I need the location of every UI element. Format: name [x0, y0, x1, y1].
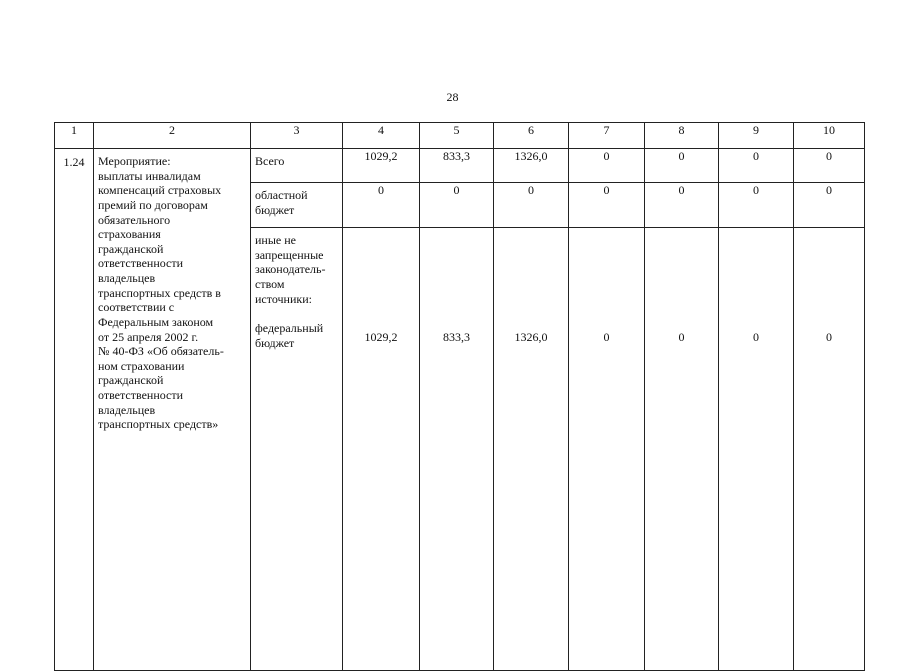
source-label-line: Всего	[255, 154, 285, 168]
value-cell: 0	[569, 228, 645, 671]
description-line: соответствии с	[98, 300, 175, 315]
value-cell: 1326,0	[494, 149, 569, 183]
description-line: ном страховании	[98, 358, 185, 373]
row-code: 1.24	[55, 149, 94, 671]
value-cell: 1326,0	[494, 228, 569, 671]
value-cell: 0	[645, 149, 719, 183]
value-cell: 833,3	[420, 228, 494, 671]
source-label-other	[251, 228, 343, 671]
value-cell: 1029,2	[343, 228, 420, 671]
description-line: ответственности	[98, 388, 184, 402]
value-cell: 0	[645, 228, 719, 671]
description-line: ответственности	[98, 256, 184, 271]
value-cell: 0	[569, 149, 645, 183]
funding-table	[54, 122, 865, 671]
source-label-line: бюджет	[255, 202, 295, 217]
description-line: владельцев	[98, 402, 156, 417]
description-line: от 25 апреля 2002 г.	[98, 329, 199, 344]
source-label-line: ством	[255, 276, 285, 291]
source-label-total	[251, 149, 343, 183]
description-line: премий по договорам	[98, 197, 208, 212]
header-cell: 8	[645, 123, 719, 149]
value-cell: 0	[719, 228, 794, 671]
description-line: транспортных средств в	[98, 285, 221, 300]
header-row	[55, 123, 865, 149]
value-cell: 0	[719, 149, 794, 183]
description-line: компенсаций страховых	[98, 183, 222, 198]
description-line: Федеральным законом	[98, 314, 214, 329]
source-label-line: запрещенные	[255, 247, 324, 262]
source-label-line: бюджет	[255, 335, 295, 350]
page-number: 28	[446, 90, 459, 104]
value-cell: 833,3	[420, 149, 494, 183]
value-cell: 0	[794, 149, 865, 183]
header-cell: 6	[494, 123, 569, 149]
description-line: транспортных средств»	[98, 417, 219, 432]
value-cell: 1029,2	[343, 149, 420, 183]
value-cell: 0	[343, 183, 420, 228]
value-cell: 0	[645, 183, 719, 228]
row-description	[94, 149, 251, 671]
value-cell: 0	[420, 183, 494, 228]
table-row	[55, 149, 865, 183]
value-cell: 0	[794, 228, 865, 671]
source-label-regional	[251, 183, 343, 228]
source-label-line: областной	[255, 188, 308, 202]
source-label-line: иные не	[255, 233, 296, 247]
description-line: обязательного	[98, 212, 171, 227]
header-cell: 3	[251, 123, 343, 149]
source-label-line: законодатель-	[255, 262, 326, 277]
header-cell: 4	[343, 123, 420, 149]
header-cell: 10	[794, 123, 865, 149]
value-cell: 0	[719, 183, 794, 228]
description-line: гражданской	[98, 373, 164, 388]
value-cell: 0	[569, 183, 645, 228]
header-cell: 2	[94, 123, 251, 149]
header-cell: 7	[569, 123, 645, 149]
value-cell: 0	[794, 183, 865, 228]
spacer	[255, 306, 339, 321]
header-cell: 9	[719, 123, 794, 149]
source-label-line: федеральный	[255, 321, 324, 336]
description-line: выплаты инвалидам	[98, 168, 201, 183]
value-cell: 0	[494, 183, 569, 228]
description-line: № 40-ФЗ «Об обязатель-	[98, 344, 224, 359]
header-cell: 5	[420, 123, 494, 149]
header-cell: 1	[55, 123, 94, 149]
description-line: Мероприятие:	[98, 154, 171, 168]
description-line: владельцев	[98, 271, 156, 285]
description-line: страхования	[98, 227, 161, 242]
description-line: гражданской	[98, 241, 164, 256]
source-label-line: источники:	[255, 291, 312, 306]
